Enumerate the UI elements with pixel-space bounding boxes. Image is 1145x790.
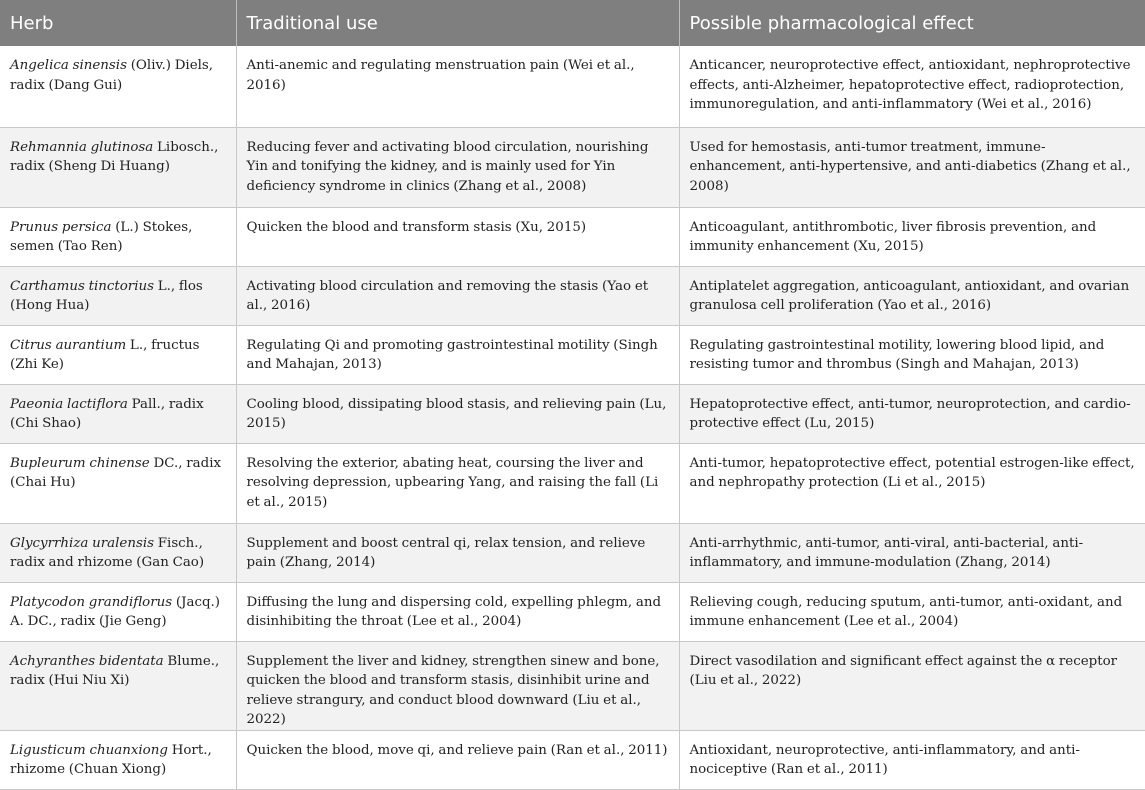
herb-details: Blume., radix (Hui Niu Xi) bbox=[10, 653, 220, 689]
traditional-use-cell: Supplement the liver and kidney, strengthen sinew and bone, quicken the blood and transform stasis, disinhibit urine and relieve strangury, and conduct blood downward (Liu et al., 2022) bbox=[236, 641, 679, 730]
herb-cell bbox=[0, 325, 236, 384]
pharmacological-effect-cell: Anti-arrhythmic, anti-tumor, anti-viral, anti-bacterial, anti-inflammatory, and immune-modulation (Zhang, 2014) bbox=[679, 523, 1145, 582]
header-pharmacological-effect: Possible pharmacological effect bbox=[679, 0, 1145, 46]
herb-details: L., fructus (Zhi Ke) bbox=[10, 337, 200, 373]
herb-details: (Jacq.) A. DC., radix (Jie Geng) bbox=[10, 594, 221, 630]
pharmacological-effect-cell: Anticoagulant, antithrombotic, liver fibrosis prevention, and immunity enhancement (Xu, 2015) bbox=[679, 207, 1145, 266]
herb-cell bbox=[0, 46, 236, 127]
table-header bbox=[0, 0, 1145, 46]
table-row bbox=[0, 582, 1145, 641]
herb-scientific-name: Glycyrrhiza uralensis bbox=[10, 535, 154, 551]
herb-details: (Oliv.) Diels, radix (Dang Gui) bbox=[10, 58, 214, 93]
table-row bbox=[0, 325, 1145, 384]
herb-details: DC., radix (Chai Hu) bbox=[10, 455, 222, 491]
herb-cell bbox=[0, 384, 236, 443]
traditional-use-cell: Reducing fever and activating blood circulation, nourishing Yin and tonifying the kidney, and is mainly used for Yin deficiency syndrome in clinics (Zhang et al., 2008) bbox=[236, 127, 679, 207]
herb-scientific-name: Ligusticum chuanxiong bbox=[10, 742, 168, 758]
herb-scientific-name: Paeonia lactiflora bbox=[10, 396, 128, 412]
traditional-use-cell: Regulating Qi and promoting gastrointestinal motility (Singh and Mahajan, 2013) bbox=[236, 325, 679, 384]
table-row bbox=[0, 641, 1145, 730]
traditional-use-cell: Activating blood circulation and removing the stasis (Yao et al., 2016) bbox=[236, 266, 679, 325]
pharmacological-effect-cell: Antiplatelet aggregation, anticoagulant, antioxidant, and ovarian granulosa cell proliferation (Yao et al., 2016) bbox=[679, 266, 1145, 325]
herb-details: L., flos (Hong Hua) bbox=[10, 278, 203, 314]
herb-cell bbox=[0, 443, 236, 523]
table-row bbox=[0, 266, 1145, 325]
herb-details: (L.) Stokes, semen (Tao Ren) bbox=[10, 219, 193, 255]
table-row bbox=[0, 207, 1145, 266]
herb-scientific-name: Carthamus tinctorius bbox=[10, 278, 154, 294]
pharmacological-effect-cell: Relieving cough, reducing sputum, anti-tumor, anti-oxidant, and immune enhancement (Lee et al., 2004) bbox=[679, 582, 1145, 641]
herb-details: Libosch., radix (Sheng Di Huang) bbox=[10, 139, 219, 175]
traditional-use-cell: Quicken the blood and transform stasis (Xu, 2015) bbox=[236, 207, 679, 266]
herb-cell bbox=[0, 523, 236, 582]
herb-cell bbox=[0, 582, 236, 641]
pharmacological-effect-cell: Anticancer, neuroprotective effect, antioxidant, nephroprotective effects, anti-Alzheimer, hepatoprotective effect, radioprotection, immunoregulation, and anti-inflammatory (Wei et al., 2016) bbox=[679, 46, 1145, 127]
traditional-use-cell: Diffusing the lung and dispersing cold, expelling phlegm, and disinhibiting the throat (Lee et al., 2004) bbox=[236, 582, 679, 641]
table-row bbox=[0, 127, 1145, 207]
herb-scientific-name: Achyranthes bidentata bbox=[10, 653, 164, 669]
herb-cell bbox=[0, 266, 236, 325]
herb-scientific-name: Angelica sinensis bbox=[10, 58, 127, 73]
table-row bbox=[0, 46, 1145, 127]
traditional-use-cell: Quicken the blood, move qi, and relieve pain (Ran et al., 2011) bbox=[236, 730, 679, 789]
traditional-use-cell: Supplement and boost central qi, relax tension, and relieve pain (Zhang, 2014) bbox=[236, 523, 679, 582]
header-herb: Herb bbox=[0, 0, 236, 46]
pharmacological-effect-cell: Regulating gastrointestinal motility, lowering blood lipid, and resisting tumor and thrombus (Singh and Mahajan, 2013) bbox=[679, 325, 1145, 384]
herb-details: Fisch., radix and rhizome (Gan Cao) bbox=[10, 535, 205, 571]
herb-cell bbox=[0, 730, 236, 789]
table-row bbox=[0, 443, 1145, 523]
pharmacological-effect-cell: Antioxidant, neuroprotective, anti-inflammatory, and anti-nociceptive (Ran et al., 2011) bbox=[679, 730, 1145, 789]
table-row bbox=[0, 384, 1145, 443]
herb-cell bbox=[0, 641, 236, 730]
herb-details: Pall., radix (Chi Shao) bbox=[10, 396, 204, 432]
header-traditional-use: Traditional use bbox=[236, 0, 679, 46]
pharmacological-effect-cell: Hepatoprotective effect, anti-tumor, neuroprotection, and cardio-protective effect (Lu, 2015) bbox=[679, 384, 1145, 443]
herb-scientific-name: Bupleurum chinense bbox=[10, 455, 150, 471]
pharmacological-effect-cell: Used for hemostasis, anti-tumor treatment, immune-enhancement, anti-hypertensive, and anti-diabetics (Zhang et al., 2008) bbox=[679, 127, 1145, 207]
traditional-use-cell: Anti-anemic and regulating menstruation pain (Wei et al., 2016) bbox=[236, 46, 679, 127]
herb-scientific-name: Prunus persica bbox=[10, 219, 112, 235]
table-row bbox=[0, 730, 1145, 789]
traditional-use-cell: Resolving the exterior, abating heat, coursing the liver and resolving depression, upbearing Yang, and raising the fall (Li et al., 2015) bbox=[236, 443, 679, 523]
herb-scientific-name: Citrus aurantium bbox=[10, 337, 127, 353]
traditional-use-cell: Cooling blood, dissipating blood stasis, and relieving pain (Lu, 2015) bbox=[236, 384, 679, 443]
herb-cell bbox=[0, 207, 236, 266]
herb-cell bbox=[0, 127, 236, 207]
pharmacological-effect-cell: Direct vasodilation and significant effect against the α receptor (Liu et al., 2022) bbox=[679, 641, 1145, 730]
herb-details: Hort., rhizome (Chuan Xiong) bbox=[10, 742, 212, 778]
pharmacological-effect-cell: Anti-tumor, hepatoprotective effect, potential estrogen-like effect, and nephropathy protection (Li et al., 2015) bbox=[679, 443, 1145, 523]
table-body bbox=[0, 46, 1145, 789]
herb-scientific-name: Platycodon grandiflorus bbox=[10, 594, 173, 610]
table-row bbox=[0, 523, 1145, 582]
herb-scientific-name: Rehmannia glutinosa bbox=[10, 139, 154, 155]
header-row bbox=[0, 0, 1145, 46]
